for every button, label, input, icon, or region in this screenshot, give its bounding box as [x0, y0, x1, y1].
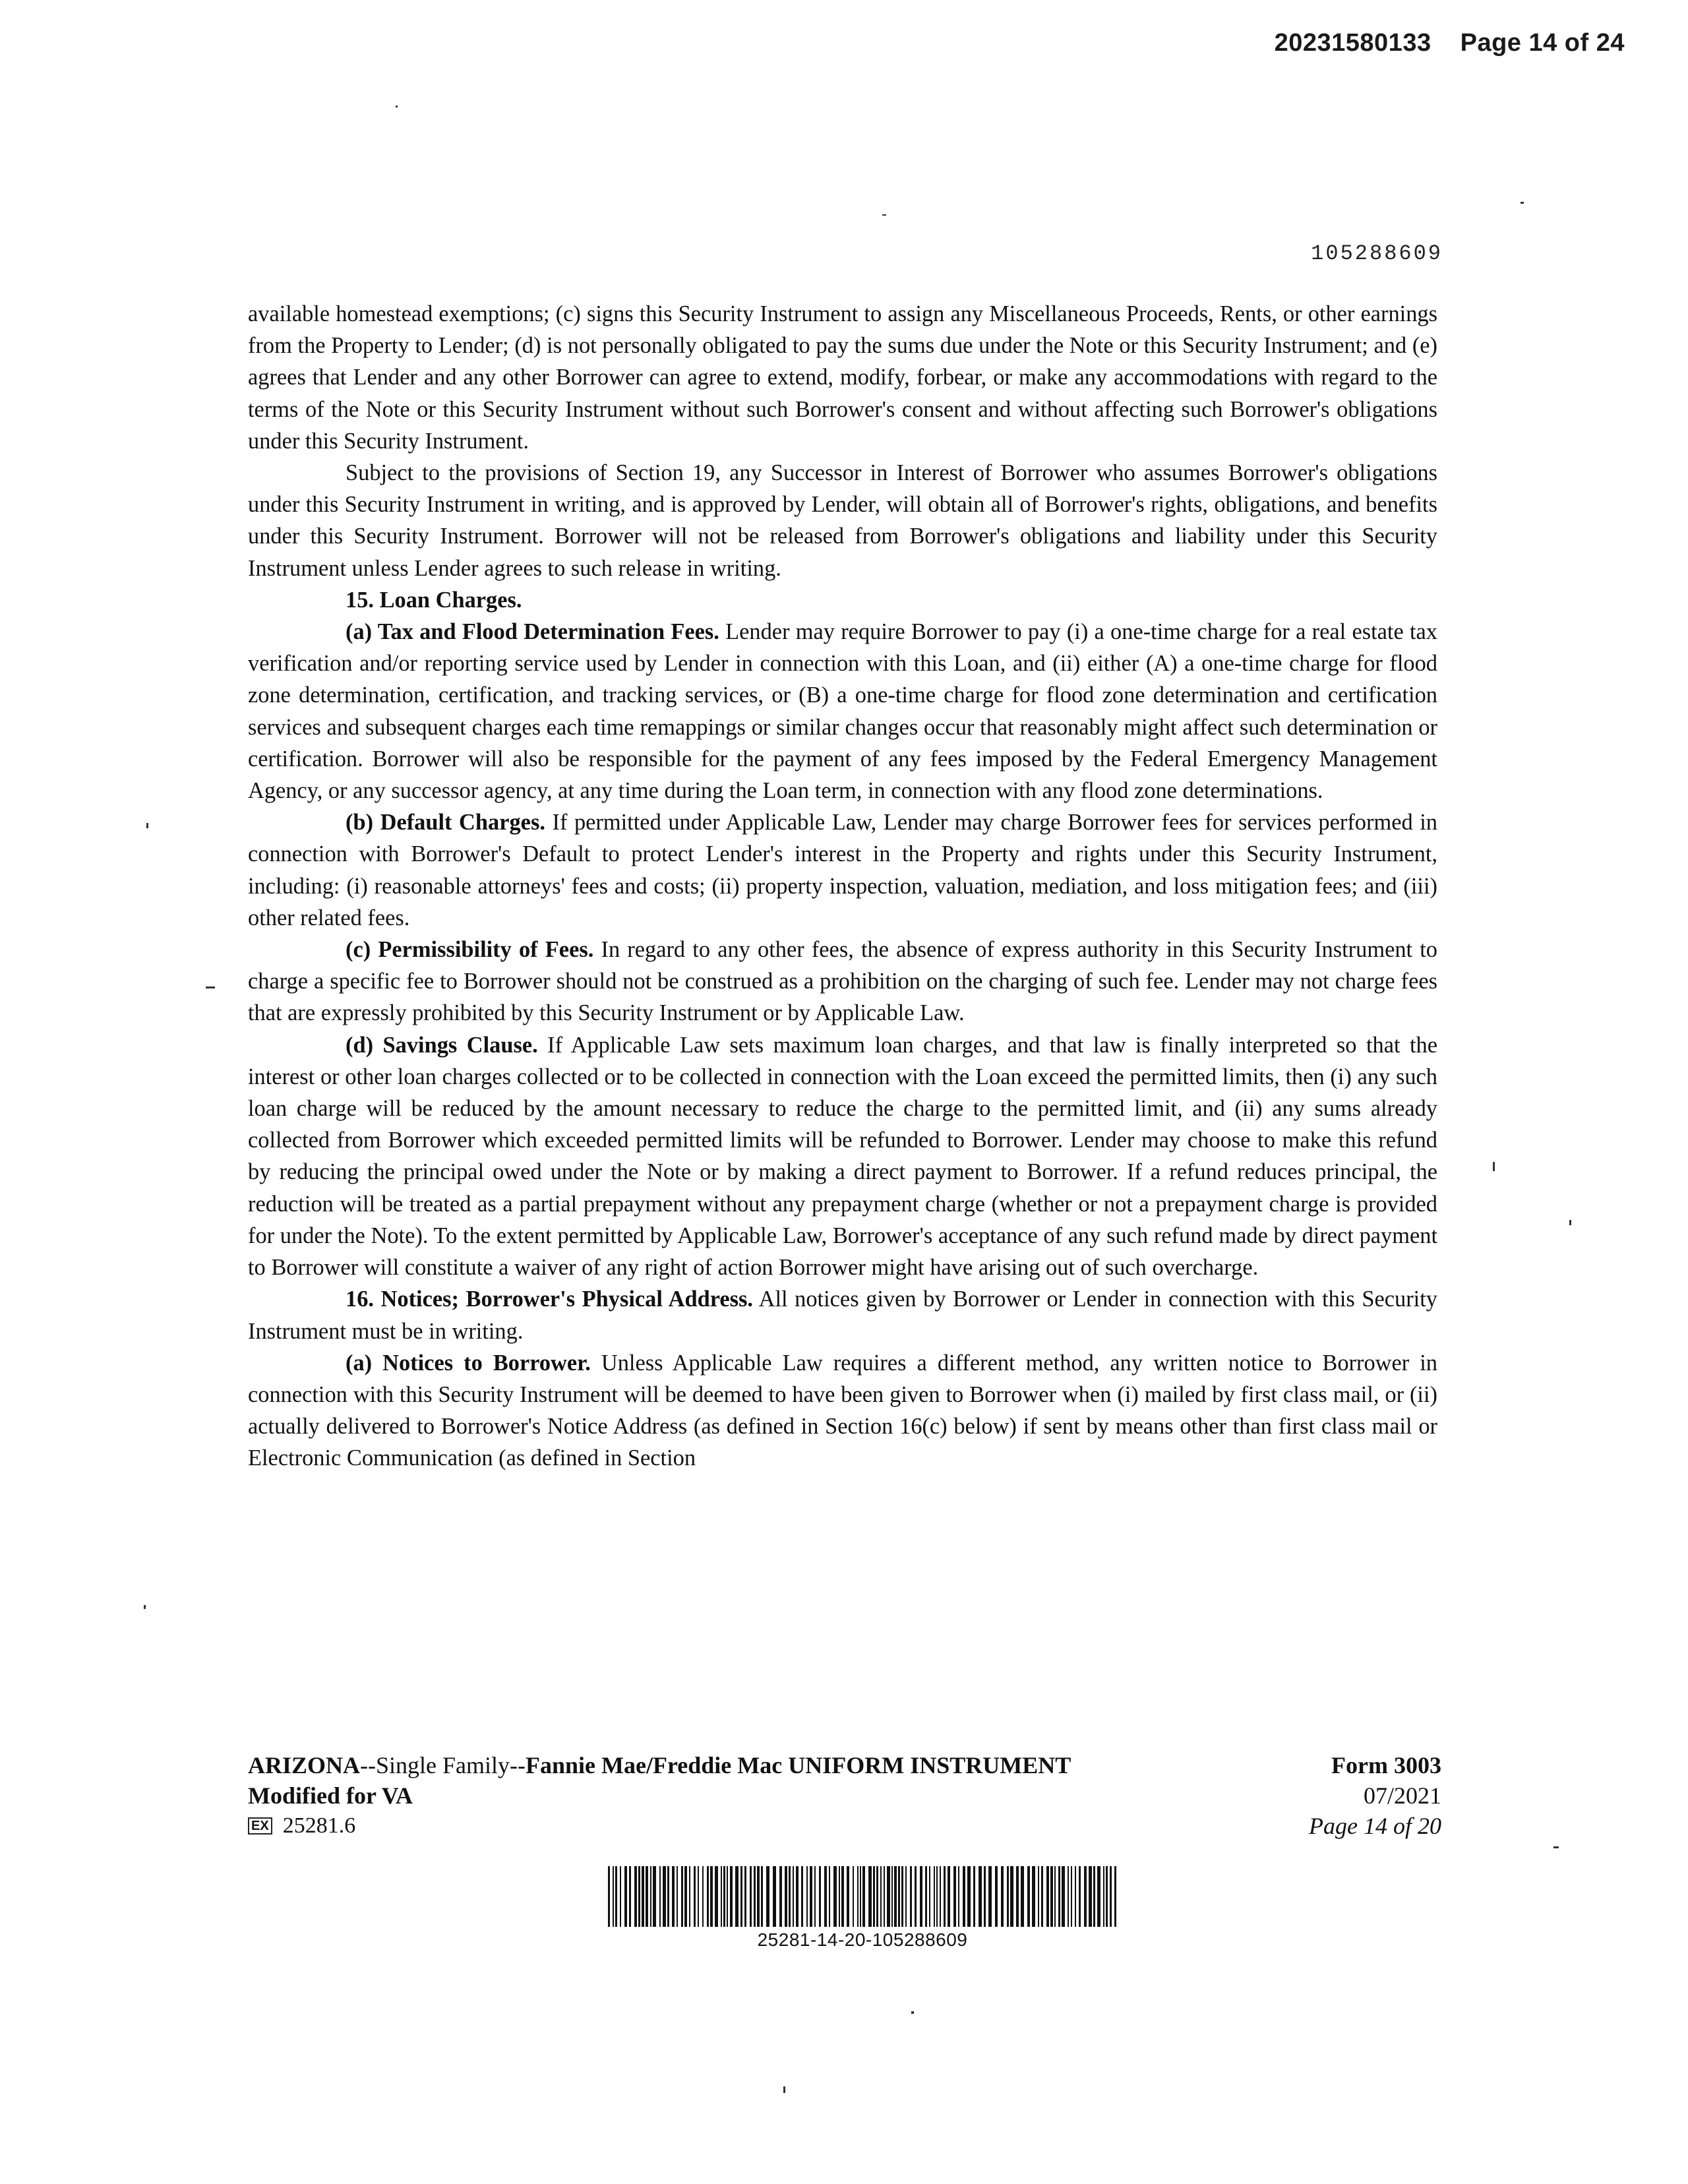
- barcode-bar: [789, 1866, 791, 1927]
- barcode-bar: [698, 1866, 699, 1927]
- paragraph-15b: (b) Default Charges. If permitted under Applicable Law, Lender may charge Borrower fees for services performed in connection with Borrower's Default to protect Lender's interest in the Property and rights under this Security Instrument, including: (i) reasonable attorneys' fees and costs; (ii) property inspection, valuation, mediation, and loss mitigation fees; and (iii) other related fees.: [248, 810, 1437, 930]
- footer-left: [248, 1750, 1071, 1841]
- barcode-bar: [689, 1866, 690, 1927]
- barcode-bar: [833, 1866, 837, 1927]
- barcode-bar: [884, 1866, 885, 1927]
- section-15-heading: 15. Loan Charges.: [346, 587, 522, 613]
- barcode-bar: [694, 1866, 696, 1927]
- barcode-bar: [887, 1866, 890, 1927]
- barcode-bar: [853, 1866, 854, 1927]
- barcode-bar: [642, 1866, 644, 1927]
- paragraph-16a: (a) Notices to Borrower. Unless Applicable Law requires a different method, any written notice to Borrower in connection with this Security Instrument will be deemed to have been given to Borrower when (i) mailed by first class mail, or (ii) actually delivered to Borrower's Notice Address (as defined in Section 16(c) below) if sent by means other than first class mail or Electronic Communication (as defined in Section: [248, 1350, 1437, 1471]
- barcode-bar: [721, 1866, 722, 1927]
- heading-15c: (c) Permissibility of Fees.: [346, 937, 594, 963]
- barcode-bar: [620, 1866, 621, 1927]
- heading-15b: (b) Default Charges.: [346, 810, 545, 835]
- barcode-bar: [796, 1866, 799, 1927]
- barcode-bar: [1027, 1866, 1030, 1927]
- barcode-bar: [894, 1866, 897, 1927]
- barcode-bar: [839, 1866, 840, 1927]
- barcode-bar: [984, 1866, 986, 1927]
- barcode-bar: [876, 1866, 878, 1927]
- barcode-bar: [1016, 1866, 1019, 1927]
- barcode-bar: [988, 1866, 992, 1927]
- ex-logo-icon: EX: [248, 1817, 272, 1835]
- barcode-bar: [1054, 1866, 1056, 1927]
- barcode-bar: [667, 1866, 669, 1927]
- barcode-bar: [806, 1866, 808, 1927]
- paragraph-15a: (a) Tax and Flood Determination Fees. Lender may require Borrower to pay (i) a one-time charge for a real estate tax verification and/or reporting service used by Lender in connection with this Loan, and (ii) either (A) a one-time charge for flood zone determination, certification, and tracking services, or (B) a one-time charge for flood zone determination and certification services and subsequent charges each time remappings or similar changes occur that reasonably might affect such determination or certification. Borrower will also be responsible for the payment of any fees imposed by the Federal Emergency Management Agency, or any successor agency, at any time during the Loan term, in connection with any flood zone determinations.: [248, 619, 1437, 804]
- barcode-bar: [819, 1866, 821, 1927]
- barcode-bar: [860, 1866, 861, 1927]
- barcode-bar: [715, 1866, 718, 1927]
- footer-doc-code: 25281.6: [282, 1813, 356, 1838]
- barcode-bar: [873, 1866, 875, 1927]
- scan-speck: [1493, 1162, 1495, 1171]
- recording-number: 20231580133: [1274, 29, 1432, 57]
- scan-speck: [206, 986, 215, 988]
- barcode-icon: [608, 1866, 1117, 1927]
- barcode-bar: [1041, 1866, 1043, 1927]
- barcode-bar: [766, 1866, 769, 1927]
- paragraph-15d: (d) Savings Clause. If Applicable Law sets maximum loan charges, and that law is finally interpreted so that the interest or other loan charges collected or to be collected in connection with the Loan exceed the permitted limits, then (i) any such loan charge will be reduced by the amount necessary to reduce the charge to the permitted limit, and (ii) any sums already collected from Borrower which exceeded permitted limits will be refunded to Borrower. Lender may choose to make this refund by reducing the principal owed under the Note or by making a direct payment to Borrower. If a refund reduces principal, the reduction will be treated as a partial prepayment without any prepayment charge (whether or not a prepayment charge is provided for under the Note). To the extent permitted by Applicable Law, Borrower's acceptance of any such refund made by direct payment to Borrower will constitute a waiver of any right of action Borrower might have arising out of such overcharge.: [248, 1032, 1437, 1281]
- recording-page-label: Page 14 of 24: [1460, 29, 1625, 57]
- barcode-bar: [868, 1866, 872, 1927]
- barcode-bar: [653, 1866, 656, 1927]
- paragraph-continuation: available homestead exemptions; (c) signs this Security Instrument to assign any Miscellaneous Proceeds, Rents, or other earnings from the Property to Lender; (d) is not personally obligated to pay the sums due under the Note or this Security Instrument; and (e) agrees that Lender and any other Borrower can agree to extend, modify, forbear, or make any accommodations with regard to the terms of the Note or this Security Instrument without such Borrower's consent and without affecting such Borrower's obligations under this Security Instrument.: [248, 301, 1437, 454]
- barcode-bar: [1058, 1866, 1060, 1927]
- barcode-bar: [1071, 1866, 1072, 1927]
- barcode-bar: [707, 1866, 709, 1927]
- barcode-bar: [793, 1866, 794, 1927]
- barcode-bar: [824, 1866, 827, 1927]
- barcode-bar: [750, 1866, 752, 1927]
- barcode-bar: [681, 1866, 683, 1927]
- barcode-bar: [880, 1866, 882, 1927]
- paragraph-15c: (c) Permissibility of Fees. In regard to any other fees, the absence of express authority in this Security Instrument to charge a specific fee to Borrower should not be construed as a prohibition on the charging of such fee. Lender may not charge fees that are expressly prohibited by this Security Instrument or by Applicable Law.: [248, 937, 1438, 1026]
- barcode-bar: [672, 1866, 675, 1927]
- scan-speck: [1553, 1846, 1559, 1848]
- barcode-bar: [1050, 1866, 1053, 1927]
- barcode-bar: [958, 1866, 959, 1927]
- barcode-bar: [1106, 1866, 1108, 1927]
- barcode-bar: [801, 1866, 803, 1927]
- barcode-bar: [948, 1866, 950, 1927]
- barcode-bar: [663, 1866, 666, 1927]
- barcode-bar: [1089, 1866, 1092, 1927]
- barcode-bar: [1110, 1866, 1112, 1927]
- loan-number: 105288609: [1311, 241, 1443, 266]
- barcode-bar: [1062, 1866, 1065, 1927]
- paragraph-16: 16. Notices; Borrower's Physical Address. All notices given by Borrower or Lender in connection with this Security Instrument must be in writing.: [248, 1287, 1437, 1344]
- footer-instrument-title: ARIZONA--Single Family--Fannie Mae/Freddie Mac UNIFORM INSTRUMENT: [248, 1752, 1071, 1778]
- recording-header: [1275, 29, 1625, 57]
- scan-speck: [783, 2086, 785, 2093]
- barcode-block: [608, 1866, 1117, 1951]
- paragraph-successor: Subject to the provisions of Section 19, any Successor in Interest of Borrower who assumes Borrower's obligations under this Security Instrument in writing, and is approved by Lender, will obtain all of Borrower's rights, obligations, and benefits under this Security Instrument. Borrower will not be released from Borrower's obligations and liability under this Security Instrument unless Lender agrees to such release in writing.: [248, 460, 1437, 581]
- barcode-bar: [659, 1866, 661, 1927]
- barcode-bar: [1068, 1866, 1069, 1927]
- barcode-bar: [779, 1866, 782, 1927]
- barcode-bar: [624, 1866, 627, 1927]
- barcode-bar: [710, 1866, 713, 1927]
- barcode-bar: [702, 1866, 704, 1927]
- barcode-bar: [785, 1866, 787, 1927]
- barcode-bar: [761, 1866, 763, 1927]
- footer-right: [1309, 1750, 1441, 1841]
- barcode-bar: [979, 1866, 982, 1927]
- barcode-bar: [744, 1866, 746, 1927]
- barcode-bar: [920, 1866, 922, 1927]
- barcode-bar: [925, 1866, 927, 1927]
- barcode-bar: [967, 1866, 971, 1927]
- barcode-bar: [754, 1866, 756, 1927]
- barcode-bar: [1079, 1866, 1081, 1927]
- form-date: 07/2021: [1363, 1782, 1441, 1809]
- barcode-bar: [936, 1866, 938, 1927]
- barcode-bar: [735, 1866, 738, 1927]
- barcode-bar: [891, 1866, 893, 1927]
- barcode-bar: [905, 1866, 907, 1927]
- barcode-bar: [898, 1866, 900, 1927]
- barcode-bar: [814, 1866, 816, 1927]
- barcode-bar: [727, 1866, 728, 1927]
- barcode-bar: [1114, 1866, 1116, 1927]
- barcode-bar: [901, 1866, 903, 1927]
- heading-15d: (d) Savings Clause.: [346, 1032, 538, 1058]
- barcode-bar: [829, 1866, 830, 1927]
- barcode-number: 25281-14-20-105288609: [757, 1929, 968, 1950]
- barcode-bar: [929, 1866, 930, 1927]
- barcode-bar: [646, 1866, 648, 1927]
- barcode-bar: [841, 1866, 844, 1927]
- barcode-bar: [684, 1866, 687, 1927]
- barcode-bar: [1075, 1866, 1076, 1927]
- barcode-bar: [740, 1866, 742, 1927]
- scan-speck: [1521, 202, 1524, 204]
- barcode-bar: [810, 1866, 812, 1927]
- barcode-bar: [1001, 1866, 1004, 1927]
- scan-speck: [396, 106, 398, 107]
- scan-speck: [882, 214, 886, 216]
- barcode-bar: [1093, 1866, 1095, 1927]
- barcode-bar: [1046, 1866, 1049, 1927]
- barcode-bar: [608, 1866, 610, 1927]
- barcode-bar: [944, 1866, 946, 1927]
- barcode-bar: [915, 1866, 917, 1927]
- barcode-bar: [1021, 1866, 1024, 1927]
- barcode-bar: [940, 1866, 941, 1927]
- footer-modified: Modified for VA: [248, 1782, 413, 1809]
- form-page-ref: Page 14 of 20: [1309, 1813, 1441, 1839]
- barcode-bar: [723, 1866, 725, 1927]
- form-number: Form 3003: [1331, 1752, 1441, 1778]
- barcode-bar: [634, 1866, 637, 1927]
- barcode-bar: [650, 1866, 651, 1927]
- document-body: [248, 298, 1437, 1474]
- barcode-bar: [1084, 1866, 1087, 1927]
- barcode-bar: [757, 1866, 760, 1927]
- barcode-bar: [963, 1866, 965, 1927]
- heading-15a: (a) Tax and Flood Determination Fees.: [346, 619, 719, 645]
- barcode-bar: [857, 1866, 859, 1927]
- barcode-bar: [1103, 1866, 1104, 1927]
- scan-speck: [1569, 1220, 1571, 1225]
- barcode-bar: [1007, 1866, 1009, 1927]
- barcode-bar: [1097, 1866, 1100, 1927]
- barcode-bar: [934, 1866, 935, 1927]
- barcode-bar: [677, 1866, 678, 1927]
- barcode-bar: [615, 1866, 617, 1927]
- barcode-bar: [847, 1866, 849, 1927]
- barcode-bar: [613, 1866, 614, 1927]
- barcode-bar: [638, 1866, 640, 1927]
- footer-doc-code-row: [248, 1811, 1071, 1841]
- scan-speck: [146, 823, 148, 828]
- barcode-bar: [995, 1866, 998, 1927]
- scan-speck: [144, 1605, 146, 1609]
- barcode-bar: [1032, 1866, 1035, 1927]
- scan-speck: [911, 2011, 914, 2014]
- barcode-bar: [1010, 1866, 1013, 1927]
- barcode-bar: [953, 1866, 956, 1927]
- heading-16: 16. Notices; Borrower's Physical Address.: [346, 1287, 753, 1312]
- heading-16a: (a) Notices to Borrower.: [346, 1350, 591, 1376]
- barcode-bar: [629, 1866, 631, 1927]
- barcode-bar: [730, 1866, 733, 1927]
- barcode-bar: [773, 1866, 776, 1927]
- barcode-bar: [910, 1866, 912, 1927]
- barcode-bar: [862, 1866, 865, 1927]
- barcode-bar: [1038, 1866, 1039, 1927]
- barcode-bar: [973, 1866, 975, 1927]
